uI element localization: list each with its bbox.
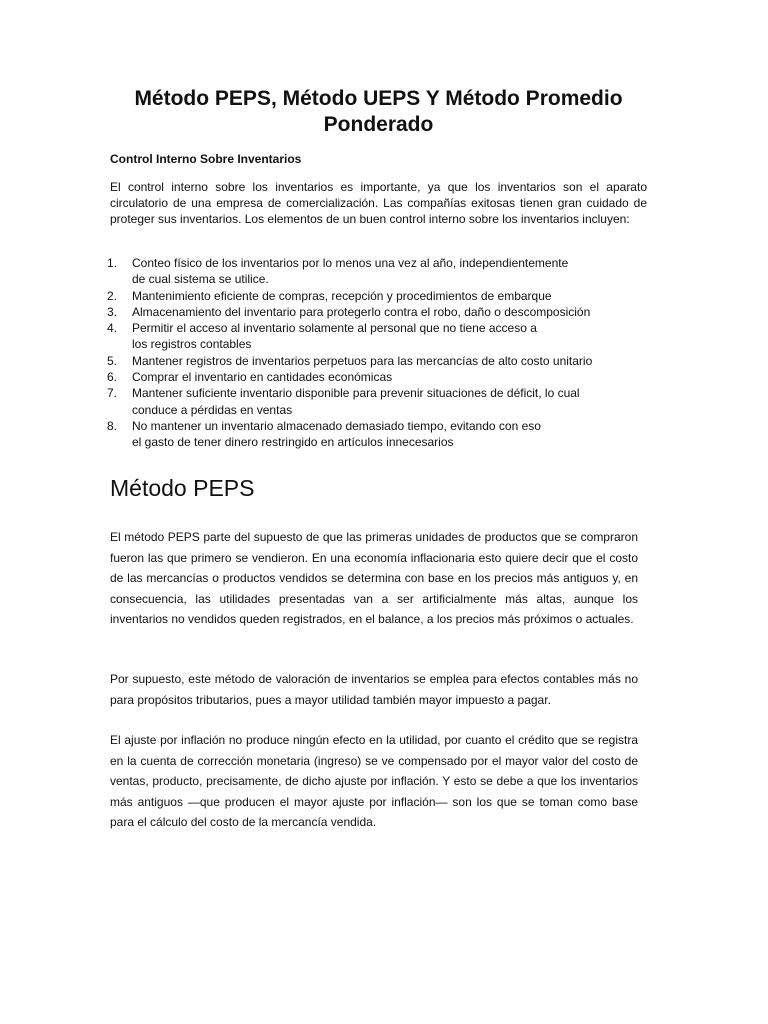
list-item-number: 2. [107,288,118,303]
list-item-number: 6. [107,370,118,385]
list-item [107,288,647,304]
section-subtitle: Control Interno Sobre Inventarios [110,152,302,166]
list-item-text: Permitir el acceso al inventario solamente al personal que no tiene acceso a los registros contables [132,321,537,352]
list-item-text: No mantener un inventario almacenado demasiado tiempo, evitando con eso el gasto de tener dinero restringido en artículos innecesarios [132,418,541,450]
list-item-number: 8. [107,418,118,433]
list-item-number: 4. [107,321,118,336]
list-item [107,304,647,320]
list-item-text: Comprar el inventario en cantidades económicas [132,370,393,385]
list-item-number: 1. [107,256,118,270]
body-paragraph: El método PEPS parte del supuesto de que las primeras unidades de productos que se compraron fueron las que primero se vendieron. En una economía inflacionaria esto quiere decir que el costo de las mercancías o productos vendidos se determina con base en los precios más antiguos y, en consecuencia, las utilidades presentadas van a ser artificialmente más altas, aunque los inventarios no vendidos queden registrados, en el balance, a los precios más próximos o actuales. [110,530,638,627]
list-item-text: Almacenamiento del inventario para protegerlo contra el robo, daño o descomposición [132,304,591,319]
list-item-text: Conteo físico de los inventarios por lo menos una vez al año, independientemente de cual sistema se utilice. [132,256,569,287]
intro-paragraph: El control interno sobre los inventarios es importante, ya que los inventarios son el aparato circulatorio de una empresa de comercialización. Las compañías exitosas tienen gran cuidado de proteger sus inventarios. Los elementos de un buen control interno sobre los inventarios incluyen: [110,180,647,226]
list-item-text: Mantener registros de inventarios perpetuos para las mercancías de alto costo unitario [132,353,593,368]
list-item [107,353,647,369]
list-item-text: Mantenimiento eficiente de compras, recepción y procedimientos de embarque [132,288,552,303]
section-heading-peps: Método PEPS [110,475,255,501]
body-paragraph: Por supuesto, este método de valoración de inventarios se emplea para efectos contables más no para propósitos tributarios, pues a mayor utilidad también mayor impuesto a pagar. [110,672,638,707]
list-item [107,255,647,288]
controls-list [107,255,647,451]
body-paragraph: El ajuste por inflación no produce ningún efecto en la utilidad, por cuanto el crédito que se registra en la cuenta de corrección monetaria (ingreso) se ve compensado por el mayor valor del costo de ventas, producto, precisamente, de dicho ajuste por inflación. Y esto se debe a que los inventarios más antiguos —que producen el mayor ajuste por inflación— son los que se toman como base para el cálculo del costo de la mercancía vendida. [110,733,638,830]
page-title: Método PEPS, Método UEPS Y Método Promedio Ponderado [134,87,623,136]
list-item [107,320,647,353]
list-item [107,418,647,451]
list-item-text: Mantener suficiente inventario disponible para prevenir situaciones de déficit, lo cual conduce a pérdidas en ventas [132,386,580,417]
list-item-number: 3. [107,304,118,319]
list-item-number: 7. [107,386,118,401]
list-item [107,369,647,385]
list-item-number: 5. [107,353,118,368]
list-item [107,385,647,418]
